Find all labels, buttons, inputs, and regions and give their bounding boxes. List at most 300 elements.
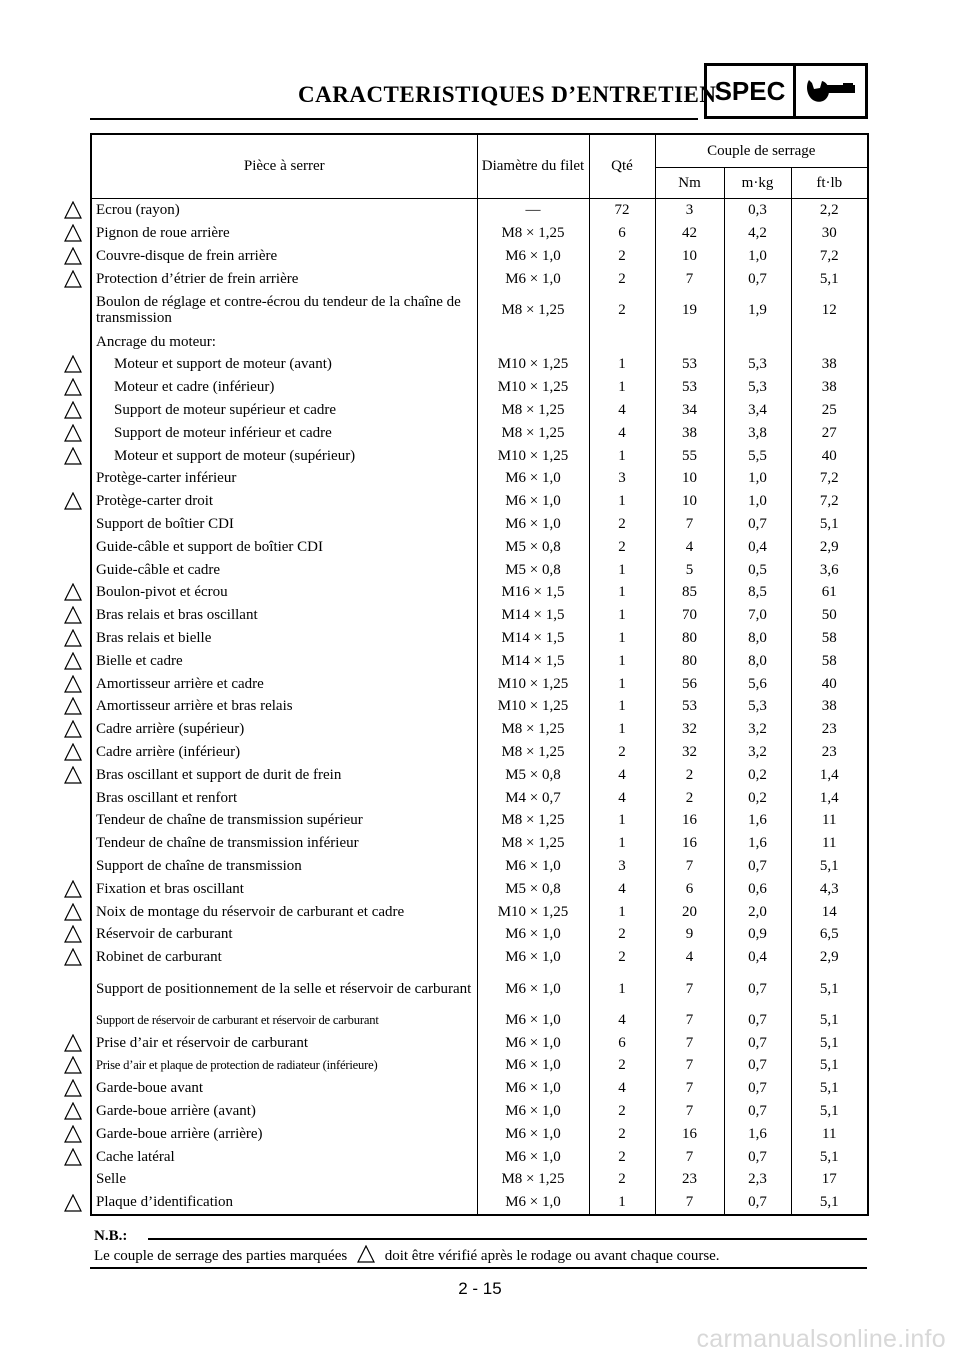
cell-part-name: Amortisseur arrière et bras relais	[96, 698, 293, 715]
note-text	[94, 1245, 720, 1265]
table-row	[91, 290, 868, 330]
cell-thread: M10 × 1,25	[477, 695, 589, 718]
cell-nm: 7	[655, 1100, 724, 1123]
cell-ftlb: 61	[791, 581, 868, 604]
col-header-part: Pièce à serrer	[243, 158, 325, 174]
torque-table	[90, 133, 869, 1216]
cell-ftlb: 5,1	[791, 1054, 868, 1077]
check-mark-icon	[64, 925, 82, 943]
check-mark-icon	[64, 424, 82, 442]
cell-qty: 2	[589, 535, 655, 558]
cell-ftlb: 11	[791, 832, 868, 855]
cell-part-name: Tendeur de chaîne de transmission inférieur	[96, 835, 359, 852]
cell-qty: 1	[589, 718, 655, 741]
cell-part-name: Bielle et cadre	[96, 652, 183, 669]
table-row	[91, 877, 868, 900]
cell-nm: 38	[655, 421, 724, 444]
cell-qty: 2	[589, 513, 655, 536]
cell-part-name: Plaque d’identification	[96, 1194, 234, 1211]
cell-qty	[589, 330, 655, 353]
cell-thread: M5 × 0,8	[477, 877, 589, 900]
cell-qty: 1	[589, 604, 655, 627]
cell-mkg: 1,9	[724, 290, 791, 330]
cell-part-name: Noix de montage du réservoir de carburant et cadre	[96, 903, 405, 920]
cell-thread: M8 × 1,25	[477, 741, 589, 764]
cell-qty: 6	[589, 222, 655, 245]
cell-nm: 10	[655, 245, 724, 268]
cell-part-name: Protège-carter inférieur	[96, 470, 237, 487]
title-underline	[90, 118, 698, 120]
table-row	[91, 741, 868, 764]
cell-qty: 4	[589, 421, 655, 444]
table-row	[91, 1100, 868, 1123]
cell-nm: 16	[655, 1122, 724, 1145]
check-mark-icon	[64, 629, 82, 647]
cell-thread: M16 × 1,5	[477, 581, 589, 604]
cell-qty: 1	[589, 695, 655, 718]
cell-thread: M6 × 1,0	[477, 1100, 589, 1123]
cell-mkg: 1,6	[724, 809, 791, 832]
check-mark-icon	[64, 1194, 82, 1212]
cell-ftlb: 38	[791, 376, 868, 399]
cell-thread: M8 × 1,25	[477, 399, 589, 422]
table-row	[91, 1168, 868, 1191]
table-row	[91, 627, 868, 650]
cell-qty: 2	[589, 741, 655, 764]
table-row	[91, 1077, 868, 1100]
cell-ftlb: 14	[791, 900, 868, 923]
cell-nm: 55	[655, 444, 724, 467]
cell-nm: 7	[655, 1077, 724, 1100]
note-text-before: Le couple de serrage des parties marquées	[94, 1248, 348, 1264]
cell-thread: M8 × 1,25	[477, 832, 589, 855]
cell-part-name: Boulon de réglage et contre-écrou du tendeur de la chaîne de transmission	[96, 294, 461, 327]
table-row	[91, 421, 868, 444]
cell-qty: 2	[589, 1054, 655, 1077]
cell-nm: 80	[655, 627, 724, 650]
cell-thread: M8 × 1,25	[477, 290, 589, 330]
cell-mkg: 0,7	[724, 513, 791, 536]
cell-thread: M14 × 1,5	[477, 649, 589, 672]
cell-mkg: 5,5	[724, 444, 791, 467]
cell-nm: 80	[655, 649, 724, 672]
check-mark-icon	[64, 247, 82, 265]
cell-thread: M6 × 1,0	[477, 1191, 589, 1215]
cell-part-name: Prise d’air et plaque de protection de radiateur (inférieure)	[96, 1058, 378, 1073]
cell-nm: 85	[655, 581, 724, 604]
cell-part-name: Protège-carter droit	[96, 493, 214, 510]
cell-mkg: 0,7	[724, 1031, 791, 1054]
cell-part-name: Bras relais et bielle	[96, 629, 212, 646]
cell-part-name: Réservoir de carburant	[96, 926, 233, 943]
cell-ftlb: 25	[791, 399, 868, 422]
table-row	[91, 1122, 868, 1145]
cell-mkg: 0,7	[724, 1191, 791, 1215]
cell-nm: 5	[655, 558, 724, 581]
check-mark-icon	[64, 1079, 82, 1097]
table-row	[91, 969, 868, 1009]
cell-part-name: Cache latéral	[96, 1148, 175, 1165]
cell-qty: 1	[589, 649, 655, 672]
cell-nm: 6	[655, 877, 724, 900]
table-row	[91, 809, 868, 832]
cell-part-name: Moteur et support de moteur (avant)	[114, 356, 332, 373]
table-row	[91, 558, 868, 581]
cell-qty: 3	[589, 855, 655, 878]
cell-part-name: Cadre arrière (supérieur)	[96, 721, 245, 738]
cell-part-name: Support de positionnement de la selle et réservoir de carburant	[96, 980, 472, 997]
cell-mkg: 8,0	[724, 649, 791, 672]
cell-part-name: Ancrage du moteur:	[96, 333, 216, 350]
cell-part-name: Selle	[96, 1171, 126, 1188]
cell-ftlb: 58	[791, 627, 868, 650]
cell-ftlb: 40	[791, 444, 868, 467]
col-header-thread: Diamètre du filet	[477, 134, 589, 199]
cell-thread: M8 × 1,25	[477, 718, 589, 741]
cell-ftlb: 23	[791, 741, 868, 764]
cell-part-name: Fixation et bras oscillant	[96, 880, 244, 897]
cell-qty: 1	[589, 353, 655, 376]
cell-part-name: Protection d’étrier de frein arrière	[96, 270, 299, 287]
cell-qty: 2	[589, 923, 655, 946]
cell-mkg: 0,7	[724, 1100, 791, 1123]
cell-ftlb: 4,3	[791, 877, 868, 900]
cell-nm: 56	[655, 672, 724, 695]
cell-mkg: 0,2	[724, 763, 791, 786]
cell-mkg: 5,3	[724, 695, 791, 718]
table-row	[91, 245, 868, 268]
cell-ftlb: 5,1	[791, 1077, 868, 1100]
cell-mkg: 0,7	[724, 1077, 791, 1100]
table-row	[91, 855, 868, 878]
cell-part-name: Pignon de roue arrière	[96, 225, 230, 242]
cell-nm: 7	[655, 1191, 724, 1215]
col-header-nm: Nm	[655, 168, 724, 199]
cell-qty: 4	[589, 1077, 655, 1100]
cell-ftlb: 2,2	[791, 199, 868, 222]
cell-ftlb: 7,2	[791, 467, 868, 490]
cell-mkg: 1,6	[724, 1122, 791, 1145]
cell-part-name: Support de réservoir de carburant et réservoir de carburant	[96, 1012, 379, 1027]
cell-qty: 1	[589, 832, 655, 855]
cell-mkg: 7,0	[724, 604, 791, 627]
cell-part-name: Support de chaîne de transmission	[96, 857, 302, 874]
cell-thread: M8 × 1,25	[477, 809, 589, 832]
check-mark-icon	[64, 201, 82, 219]
cell-ftlb: 38	[791, 353, 868, 376]
cell-thread: M10 × 1,25	[477, 353, 589, 376]
cell-part-name: Robinet de carburant	[96, 949, 222, 966]
check-mark-icon	[64, 697, 82, 715]
cell-qty: 1	[589, 581, 655, 604]
check-mark-icon	[64, 766, 82, 784]
cell-ftlb: 5,1	[791, 1191, 868, 1215]
cell-thread: M6 × 1,0	[477, 946, 589, 969]
cell-part-name: Boulon-pivot et écrou	[96, 584, 228, 601]
check-mark-icon	[64, 355, 82, 373]
cell-ftlb: 12	[791, 290, 868, 330]
note-label: N.B.:	[94, 1228, 128, 1244]
cell-nm: 7	[655, 1145, 724, 1168]
cell-qty: 2	[589, 1100, 655, 1123]
cell-qty: 1	[589, 900, 655, 923]
cell-part-name: Bras oscillant et support de durit de frein	[96, 766, 342, 783]
cell-thread: M5 × 0,8	[477, 763, 589, 786]
cell-nm: 3	[655, 199, 724, 222]
cell-mkg: 1,0	[724, 245, 791, 268]
table-row	[91, 535, 868, 558]
cell-qty: 6	[589, 1031, 655, 1054]
cell-mkg: 0,7	[724, 1009, 791, 1032]
cell-thread: M6 × 1,0	[477, 1145, 589, 1168]
cell-ftlb: 5,1	[791, 267, 868, 290]
cell-mkg: 0,7	[724, 855, 791, 878]
cell-part-name: Garde-boue arrière (avant)	[96, 1103, 256, 1120]
cell-thread: M8 × 1,25	[477, 421, 589, 444]
cell-nm: 53	[655, 353, 724, 376]
cell-thread: M6 × 1,0	[477, 490, 589, 513]
cell-qty: 4	[589, 786, 655, 809]
wrench-icon	[796, 66, 865, 116]
cell-thread: M10 × 1,25	[477, 444, 589, 467]
spec-badge	[704, 63, 868, 119]
cell-nm: 20	[655, 900, 724, 923]
cell-ftlb: 11	[791, 1122, 868, 1145]
cell-mkg: 1,6	[724, 832, 791, 855]
cell-mkg: 1,0	[724, 490, 791, 513]
cell-thread: M6 × 1,0	[477, 267, 589, 290]
table-row	[91, 946, 868, 969]
cell-ftlb: 2,9	[791, 946, 868, 969]
col-header-torque: Couple de serrage	[655, 134, 868, 168]
cell-nm: 9	[655, 923, 724, 946]
cell-nm: 7	[655, 1009, 724, 1032]
cell-part-name: Moteur et cadre (inférieur)	[114, 379, 275, 396]
cell-ftlb: 30	[791, 222, 868, 245]
watermark: carmanualsonline.info	[696, 1325, 946, 1353]
note-bottom-rule	[90, 1267, 867, 1269]
cell-mkg: 0,9	[724, 923, 791, 946]
cell-thread: M6 × 1,0	[477, 1054, 589, 1077]
cell-nm: 4	[655, 535, 724, 558]
cell-ftlb: 38	[791, 695, 868, 718]
cell-qty: 1	[589, 444, 655, 467]
cell-ftlb: 5,1	[791, 513, 868, 536]
spec-label: SPEC	[707, 66, 796, 116]
table-row	[91, 718, 868, 741]
cell-mkg	[724, 330, 791, 353]
check-mark-icon	[64, 880, 82, 898]
check-mark-icon	[64, 1102, 82, 1120]
check-mark-icon	[64, 583, 82, 601]
check-mark-icon	[64, 401, 82, 419]
cell-part-name: Guide-câble et support de boîtier CDI	[96, 538, 324, 555]
cell-nm: 70	[655, 604, 724, 627]
check-mark-icon	[64, 224, 82, 242]
table-row	[91, 763, 868, 786]
cell-nm: 23	[655, 1168, 724, 1191]
cell-thread: M6 × 1,0	[477, 245, 589, 268]
cell-thread: M10 × 1,25	[477, 672, 589, 695]
cell-part-name: Cadre arrière (inférieur)	[96, 743, 241, 760]
cell-ftlb: 40	[791, 672, 868, 695]
cell-ftlb	[791, 330, 868, 353]
cell-qty: 1	[589, 1191, 655, 1215]
cell-mkg: 0,6	[724, 877, 791, 900]
cell-nm: 10	[655, 467, 724, 490]
cell-ftlb: 17	[791, 1168, 868, 1191]
cell-mkg: 0,7	[724, 969, 791, 1009]
cell-mkg: 5,3	[724, 353, 791, 376]
table-row	[91, 1191, 868, 1215]
cell-part-name: Guide-câble et cadre	[96, 561, 221, 578]
cell-nm: 53	[655, 695, 724, 718]
table-row	[91, 581, 868, 604]
cell-thread: M10 × 1,25	[477, 900, 589, 923]
table-row	[91, 444, 868, 467]
cell-nm: 4	[655, 946, 724, 969]
check-mark-icon	[64, 1034, 82, 1052]
table-row	[91, 513, 868, 536]
cell-part-name: Support de moteur supérieur et cadre	[114, 401, 337, 418]
col-header-ftlb: ft·lb	[791, 168, 868, 199]
cell-part-name: Tendeur de chaîne de transmission supérieur	[96, 812, 363, 829]
cell-qty: 2	[589, 946, 655, 969]
cell-ftlb: 5,1	[791, 1145, 868, 1168]
cell-mkg: 5,6	[724, 672, 791, 695]
cell-nm: 10	[655, 490, 724, 513]
check-mark-icon	[64, 606, 82, 624]
cell-mkg: 2,0	[724, 900, 791, 923]
table-row	[91, 900, 868, 923]
table-row	[91, 695, 868, 718]
check-mark-icon	[64, 447, 82, 465]
cell-nm: 2	[655, 763, 724, 786]
cell-thread: M6 × 1,0	[477, 467, 589, 490]
table-row	[91, 330, 868, 353]
check-mark-icon	[64, 378, 82, 396]
cell-qty: 4	[589, 763, 655, 786]
cell-part-name: Couvre-disque de frein arrière	[96, 247, 278, 264]
cell-qty: 4	[589, 1009, 655, 1032]
cell-ftlb: 5,1	[791, 855, 868, 878]
cell-part-name: Garde-boue avant	[96, 1080, 204, 1097]
cell-qty: 1	[589, 969, 655, 1009]
cell-thread: M14 × 1,5	[477, 604, 589, 627]
check-mark-icon	[64, 1125, 82, 1143]
cell-nm: 7	[655, 267, 724, 290]
cell-part-name: Moteur et support de moteur (supérieur)	[114, 447, 356, 464]
cell-thread: M8 × 1,25	[477, 1168, 589, 1191]
cell-thread: M6 × 1,0	[477, 923, 589, 946]
cell-qty: 1	[589, 809, 655, 832]
note-rule	[148, 1238, 867, 1240]
cell-mkg: 4,2	[724, 222, 791, 245]
cell-nm: 32	[655, 741, 724, 764]
cell-nm: 7	[655, 855, 724, 878]
cell-thread: M6 × 1,0	[477, 513, 589, 536]
cell-ftlb: 5,1	[791, 969, 868, 1009]
cell-part-name: Ecrou (rayon)	[96, 202, 180, 219]
cell-mkg: 0,4	[724, 535, 791, 558]
cell-part-name: Support de moteur inférieur et cadre	[114, 424, 332, 441]
cell-mkg: 0,5	[724, 558, 791, 581]
cell-nm: 7	[655, 1054, 724, 1077]
cell-part-name: Amortisseur arrière et cadre	[96, 675, 264, 692]
cell-thread: —	[477, 199, 589, 222]
check-mark-icon	[64, 948, 82, 966]
cell-ftlb: 5,1	[791, 1031, 868, 1054]
cell-ftlb: 5,1	[791, 1009, 868, 1032]
cell-part-name: Prise d’air et réservoir de carburant	[96, 1034, 308, 1051]
page-number: 2 - 15	[458, 1279, 502, 1298]
check-mark-icon	[64, 1148, 82, 1166]
cell-qty: 1	[589, 558, 655, 581]
table-row	[91, 353, 868, 376]
note-text-after: doit être vérifié après le rodage ou avant chaque course.	[384, 1248, 720, 1264]
cell-qty: 2	[589, 1168, 655, 1191]
cell-ftlb: 27	[791, 421, 868, 444]
cell-nm: 7	[655, 513, 724, 536]
cell-nm: 7	[655, 1031, 724, 1054]
cell-part-name: Bras oscillant et renfort	[96, 789, 238, 806]
cell-ftlb: 3,6	[791, 558, 868, 581]
cell-thread: M10 × 1,25	[477, 376, 589, 399]
table-row	[91, 832, 868, 855]
check-mark-icon	[64, 270, 82, 288]
table-row	[91, 199, 868, 222]
table-row	[91, 376, 868, 399]
cell-ftlb: 58	[791, 649, 868, 672]
cell-ftlb: 11	[791, 809, 868, 832]
cell-thread: M6 × 1,0	[477, 969, 589, 1009]
cell-nm: 42	[655, 222, 724, 245]
cell-thread: M6 × 1,0	[477, 855, 589, 878]
cell-mkg: 0,3	[724, 199, 791, 222]
cell-mkg: 8,0	[724, 627, 791, 650]
table-row	[91, 467, 868, 490]
cell-ftlb: 7,2	[791, 245, 868, 268]
cell-mkg: 0,7	[724, 267, 791, 290]
cell-mkg: 0,4	[724, 946, 791, 969]
cell-ftlb: 23	[791, 718, 868, 741]
cell-qty: 1	[589, 627, 655, 650]
table-row	[91, 1031, 868, 1054]
check-mark-icon	[357, 1245, 375, 1263]
check-mark-icon	[64, 720, 82, 738]
cell-qty: 4	[589, 877, 655, 900]
cell-thread: M6 × 1,0	[477, 1031, 589, 1054]
check-mark-icon	[64, 675, 82, 693]
col-header-mkg: m·kg	[724, 168, 791, 199]
cell-qty: 4	[589, 399, 655, 422]
cell-qty: 2	[589, 1122, 655, 1145]
table-row	[91, 672, 868, 695]
table-row	[91, 1009, 868, 1032]
check-mark-icon	[64, 492, 82, 510]
cell-mkg: 3,4	[724, 399, 791, 422]
table-row	[91, 649, 868, 672]
cell-mkg: 3,8	[724, 421, 791, 444]
cell-mkg: 8,5	[724, 581, 791, 604]
cell-part-name: Bras relais et bras oscillant	[96, 607, 258, 624]
cell-thread: M6 × 1,0	[477, 1077, 589, 1100]
cell-qty: 2	[589, 267, 655, 290]
cell-mkg: 2,3	[724, 1168, 791, 1191]
cell-nm: 2	[655, 786, 724, 809]
cell-qty: 72	[589, 199, 655, 222]
cell-nm: 53	[655, 376, 724, 399]
